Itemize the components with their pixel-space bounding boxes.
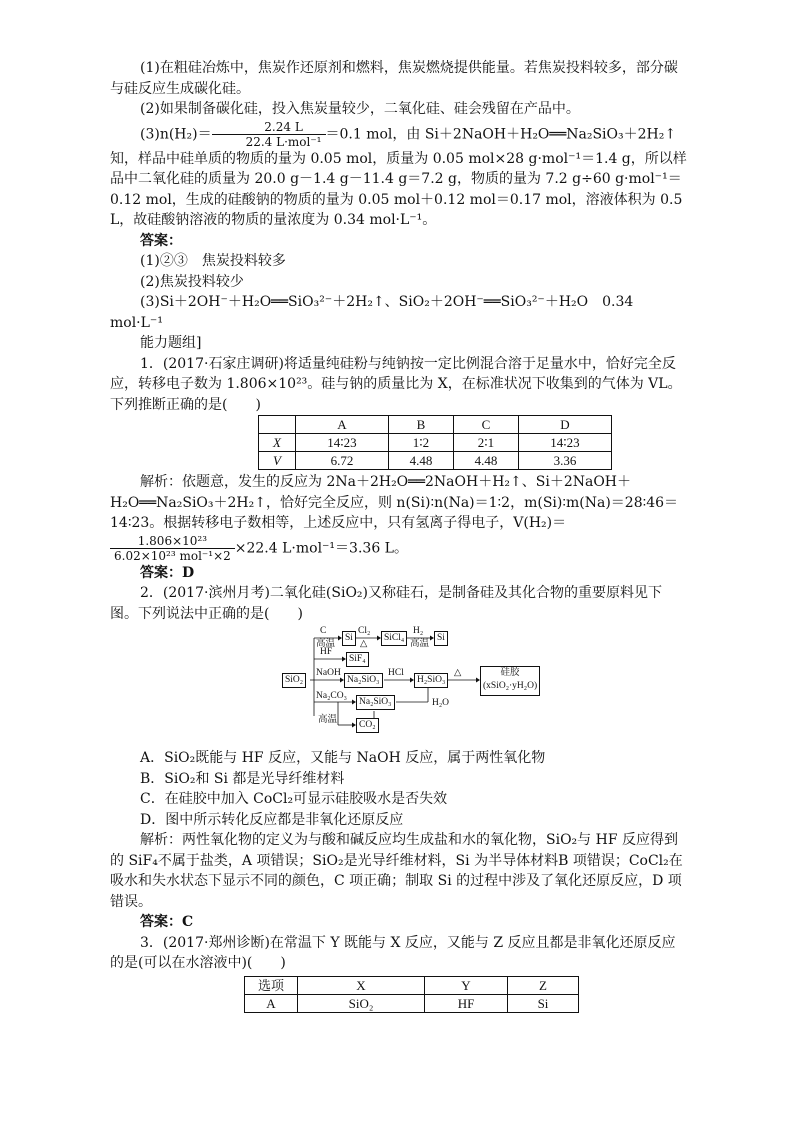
label-c: C	[320, 626, 327, 636]
label-hf: HF	[320, 647, 333, 657]
q1-table-cell	[259, 416, 296, 434]
q1-table-cell: 4.48	[389, 452, 454, 470]
node-na2sio3-b: Na₂SiO₃	[356, 695, 395, 710]
q1-table-cell: 4.48	[454, 452, 519, 470]
q3-table-cell: A	[245, 994, 298, 1012]
h2-fraction	[212, 120, 326, 149]
q1-stem: 1．(2017·石家庄调研)将适量纯硅粉与纯钠按一定比例混合溶于足量水中，恰好完全反应，转移电子数为 1.806×10²³。硅与钠的质量比为 X，在标准状况下收集到的气体为 VL。下列推断正确的是( )	[110, 355, 682, 413]
label-cl2: Cl₂	[358, 626, 371, 636]
q1-table-cell: C	[454, 416, 519, 434]
q1-table-row	[259, 416, 612, 434]
q1-table-cell: 2∶1	[454, 434, 519, 452]
q1-fraction-denominator: 6.02×10²³ mol⁻¹×2	[114, 548, 231, 563]
node-sicl4: SiCl₄	[381, 631, 407, 646]
silica-gel-formula: (xSiO₂·yH₂O)	[483, 681, 538, 691]
q3-table-row	[245, 976, 579, 994]
document-page	[110, 58, 688, 1013]
prev-para-3	[110, 120, 688, 231]
q1-table-cell: 1∶2	[389, 434, 454, 452]
label-naoh: NaOH	[316, 668, 341, 678]
label-h2o: H₂O	[432, 698, 450, 708]
q1-analysis-formula	[110, 534, 688, 563]
q2-stem: 2．(2017·滨州月考)二氧化硅(SiO₂)又称硅石，是制备硅及其化合物的重要原料见下图。下列说法中正确的是( )	[110, 585, 662, 622]
q2-option-d: D．图中所示转化反应都是非氧化还原反应	[140, 811, 404, 828]
h2-fraction-denominator: 22.4 L·mol⁻¹	[245, 134, 322, 149]
q1-fraction-numerator: 1.806×10²³	[110, 534, 235, 549]
label-high-temp-3: 高温	[318, 715, 338, 725]
label-delta-1: △	[360, 639, 368, 649]
q1-table-cell: D	[519, 416, 612, 434]
silica-conversion-diagram	[280, 628, 580, 744]
q1-table-cell: 14∶23	[519, 434, 612, 452]
q3-table-cell: X	[298, 976, 425, 994]
label-delta-2: △	[454, 668, 462, 678]
q1-analysis: 解析：依题意，发生的反应为 2Na＋2H₂O══2NaOH＋H₂↑、Si＋2NaOH＋H₂O══Na₂SiO₃＋2H₂↑，恰好完全反应，则 n(Si)∶n(Na)＝1∶2，m(Si)∶m(Na)＝28∶46＝14∶23。根据转移电子数相等，上述反应中，只有氢离子得电子，V(H₂)＝	[110, 474, 679, 531]
node-silica-gel	[480, 666, 540, 696]
prev-answer-label: 答案：	[140, 232, 182, 249]
node-sio2: SiO₂	[282, 673, 306, 688]
label-h2: H₂	[413, 626, 424, 636]
q3-table-cell: Y	[425, 976, 508, 994]
q3-table-row	[245, 994, 579, 1012]
prev-para-2: (2)如果制备碳化硅，投入焦炭量较少，二氧化硅、硅会残留在产品中。	[140, 101, 580, 117]
q1-table-cell: V	[259, 452, 296, 470]
label-high-temp-2: 高温	[410, 639, 430, 649]
q2-option-a: A．SiO₂既能与 HF 反应，又能与 NaOH 反应，属于两性氧化物	[140, 750, 546, 766]
label-hcl: HCl	[388, 668, 404, 678]
q3-stem: 3．(2017·郑州诊断)在常温下 Y 既能与 X 反应，又能与 Z 反应且都是非氧化还原反应的是(可以在水溶液中)( )	[110, 934, 676, 971]
q3-table-cell: Z	[508, 976, 579, 994]
q1-table-row	[259, 434, 612, 452]
node-h2sio3: H₂SiO₃	[414, 673, 448, 688]
q2-answer: 答案：C	[140, 914, 194, 930]
label-na2co3: Na₂CO₃	[316, 691, 347, 701]
q3-options-table	[244, 976, 579, 1013]
q3-table-cell: 选项	[245, 976, 298, 994]
prev-answer-3: (3)Si＋2OH⁻＋H₂O══SiO₃²⁻＋2H₂↑、SiO₂＋2OH⁻══SiO₃²⁻＋H₂O 0.34 mol·L⁻¹	[110, 294, 634, 331]
prev-answer-2: (2)焦炭投料较少	[140, 273, 244, 290]
q1-options-table	[258, 415, 612, 470]
node-co2: CO₂	[356, 718, 379, 733]
q1-table-cell: X	[259, 434, 296, 452]
silica-gel-name: 硅胶	[500, 668, 520, 678]
q2-analysis: 解析：两性氧化物的定义为与酸和碱反应均生成盐和水的氧化物，SiO₂与 HF 反应得到的 SiF₄不属于盐类，A 项错误；SiO₂是光导纤维材料，Si 为半导体材料B 项错误；CoCl₂在吸水和失水状态下显示不同的颜色，C 项正确；制取 Si 的过程中涉及了氧化还原反应，D 项错误。	[110, 832, 683, 910]
node-si: Si	[342, 631, 356, 646]
node-si-final: Si	[434, 631, 448, 646]
q1-table-cell: 3.36	[519, 452, 612, 470]
q1-table-cell: 14∶23	[296, 434, 389, 452]
h2-fraction-numerator: 2.24 L	[212, 120, 326, 135]
q1-fraction	[110, 534, 235, 563]
prev-para-3-pre: (3)n(H₂)＝	[140, 126, 212, 142]
node-sif4: SiF₄	[346, 652, 369, 667]
q2-option-b: B．SiO₂和 Si 都是光导纤维材料	[140, 770, 345, 787]
prev-para-3-post: ＝0.1 mol，由 Si＋2NaOH＋H₂O══Na₂SiO₃＋2H₂↑知，样品中硅单质的物质的量为 0.05 mol，质量为 0.05 mol×28 g·mol⁻¹＝1.4 g，所以样品中二氧化硅的质量为 20.0 g－1.4 g－11.4 g＝7.2 g，物质的量为 7.2 g÷60 g·mol⁻¹＝0.12 mol，生成的硅酸钠的物质的量为 0.05 mol＋0.12 mol＝0.17 mol，溶液体积为 0.5 L，故硅酸钠溶液的物质的量浓度为 0.34 mol·L⁻¹。	[110, 126, 687, 228]
q3-table-cell: Si	[508, 994, 579, 1012]
q1-table-cell: A	[296, 416, 389, 434]
section-title: 能力题组]	[140, 335, 202, 351]
q3-table-cell: SiO₂	[298, 994, 425, 1012]
label-high-temp-1: 高温	[316, 639, 336, 649]
q3-table-cell: HF	[425, 994, 508, 1012]
q1-table-cell: B	[389, 416, 454, 434]
q1-answer: 答案：D	[140, 564, 195, 581]
prev-answer-1: (1)②③ 焦炭投料较多	[140, 253, 286, 269]
q1-table-cell: 6.72	[296, 452, 389, 470]
node-na2sio3: Na₂SiO₃	[344, 673, 383, 688]
q2-option-c: C．在硅胶中加入 CoCl₂可显示硅胶吸水是否失效	[140, 791, 448, 807]
q1-table-row	[259, 452, 612, 470]
q1-formula-post: ×22.4 L·mol⁻¹＝3.36 L。	[234, 540, 408, 556]
prev-para-1: (1)在粗硅冶炼中，焦炭作还原剂和燃料，焦炭燃烧提供能量。若焦炭投料较多，部分碳与硅反应生成碳化硅。	[110, 60, 678, 97]
